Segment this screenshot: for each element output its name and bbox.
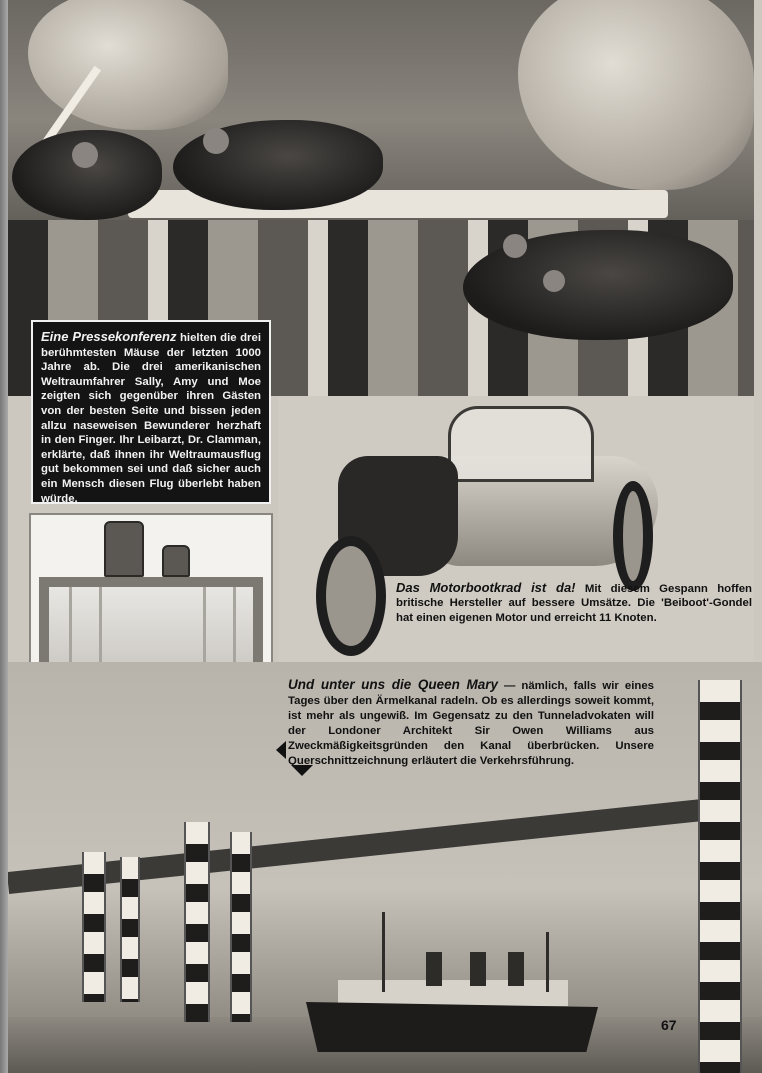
bridge-tower-foreground xyxy=(698,680,742,1073)
mice-caption-lead: Eine Pressekonferenz xyxy=(41,329,177,344)
arrow-down-icon xyxy=(291,765,313,776)
vehicle-top xyxy=(162,545,190,577)
bridge-tower-4 xyxy=(230,832,252,1022)
ship-superstructure xyxy=(338,980,568,1006)
queen-mary-caption-lead: Und unter uns die Queen Mary xyxy=(288,677,498,692)
bridge-tower-1 xyxy=(82,852,106,1002)
right-hand xyxy=(518,0,754,190)
mouse-left xyxy=(12,130,162,220)
train-top xyxy=(104,521,144,577)
sidecar-windscreen xyxy=(448,406,594,482)
mice-caption-text: hielten die drei berühmtesten Mäuse der letzten 1000 Jahre ab. Die drei amerikanischen Weltraumfahrer Sally, Amy und Moe zeigten sich gegenüber ihren Gästen von der besten Seite und bissen jeden allzu naseweisen Bewunderer herzhaft in den Finger. Ihr Leibarzt, Dr. Clamman, erklärte, daß ihnen ihr Weltraumausflug gut bekommen sei und daß sicher auch ein Mensch diesen Flug überlebt haben würde. xyxy=(41,332,261,505)
motorcycle-caption-lead: Das Motorbootkrad ist da! xyxy=(396,580,576,595)
ship-hull xyxy=(306,1002,598,1052)
motorcycle-caption xyxy=(396,581,752,625)
page-number: 67 xyxy=(661,1017,677,1033)
ship-funnel-3 xyxy=(508,952,524,986)
mouse-middle xyxy=(173,120,383,210)
bridge-deck xyxy=(8,799,705,894)
sidecar-wheel xyxy=(613,481,653,591)
mouse-right xyxy=(463,230,733,340)
queen-mary-caption-text: — nämlich, falls wir eines Tages über den Ärmelkanal radeln. Ob es allerdings soweit kommt, ist mehr als ungewiß. Im Gegensatz zu den Tunneladvokaten will der Londoner Architekt Sir Owen Williams aus Zweckmäßigkeitsgründen den Kanal überbrücken. Unsere Querschnittzeichnung erläutert die Verkehrsführung. xyxy=(288,680,654,767)
ship-mast-aft xyxy=(546,932,549,992)
queen-mary-caption xyxy=(288,677,654,769)
ship-mast-fore xyxy=(382,912,385,992)
arrow-left-icon xyxy=(276,741,286,759)
ship-funnel-1 xyxy=(426,952,442,986)
front-wheel xyxy=(316,536,386,656)
bridge-tower-2 xyxy=(120,857,140,1002)
motorcycle-sidecar-photo xyxy=(278,396,754,666)
left-hand xyxy=(28,0,228,130)
ship-funnel-2 xyxy=(470,952,486,986)
bridge-tower-3 xyxy=(184,822,210,1022)
motorcycle-caption-text: Mit diesem Gespann hoffen britische Hersteller auf bessere Umsätze. Die 'Beiboot'-Gondel hat einen eigenen Motor und erreicht 11 Knoten. xyxy=(396,583,752,624)
binding-gutter xyxy=(0,0,8,1073)
mice-caption-box xyxy=(31,320,271,504)
